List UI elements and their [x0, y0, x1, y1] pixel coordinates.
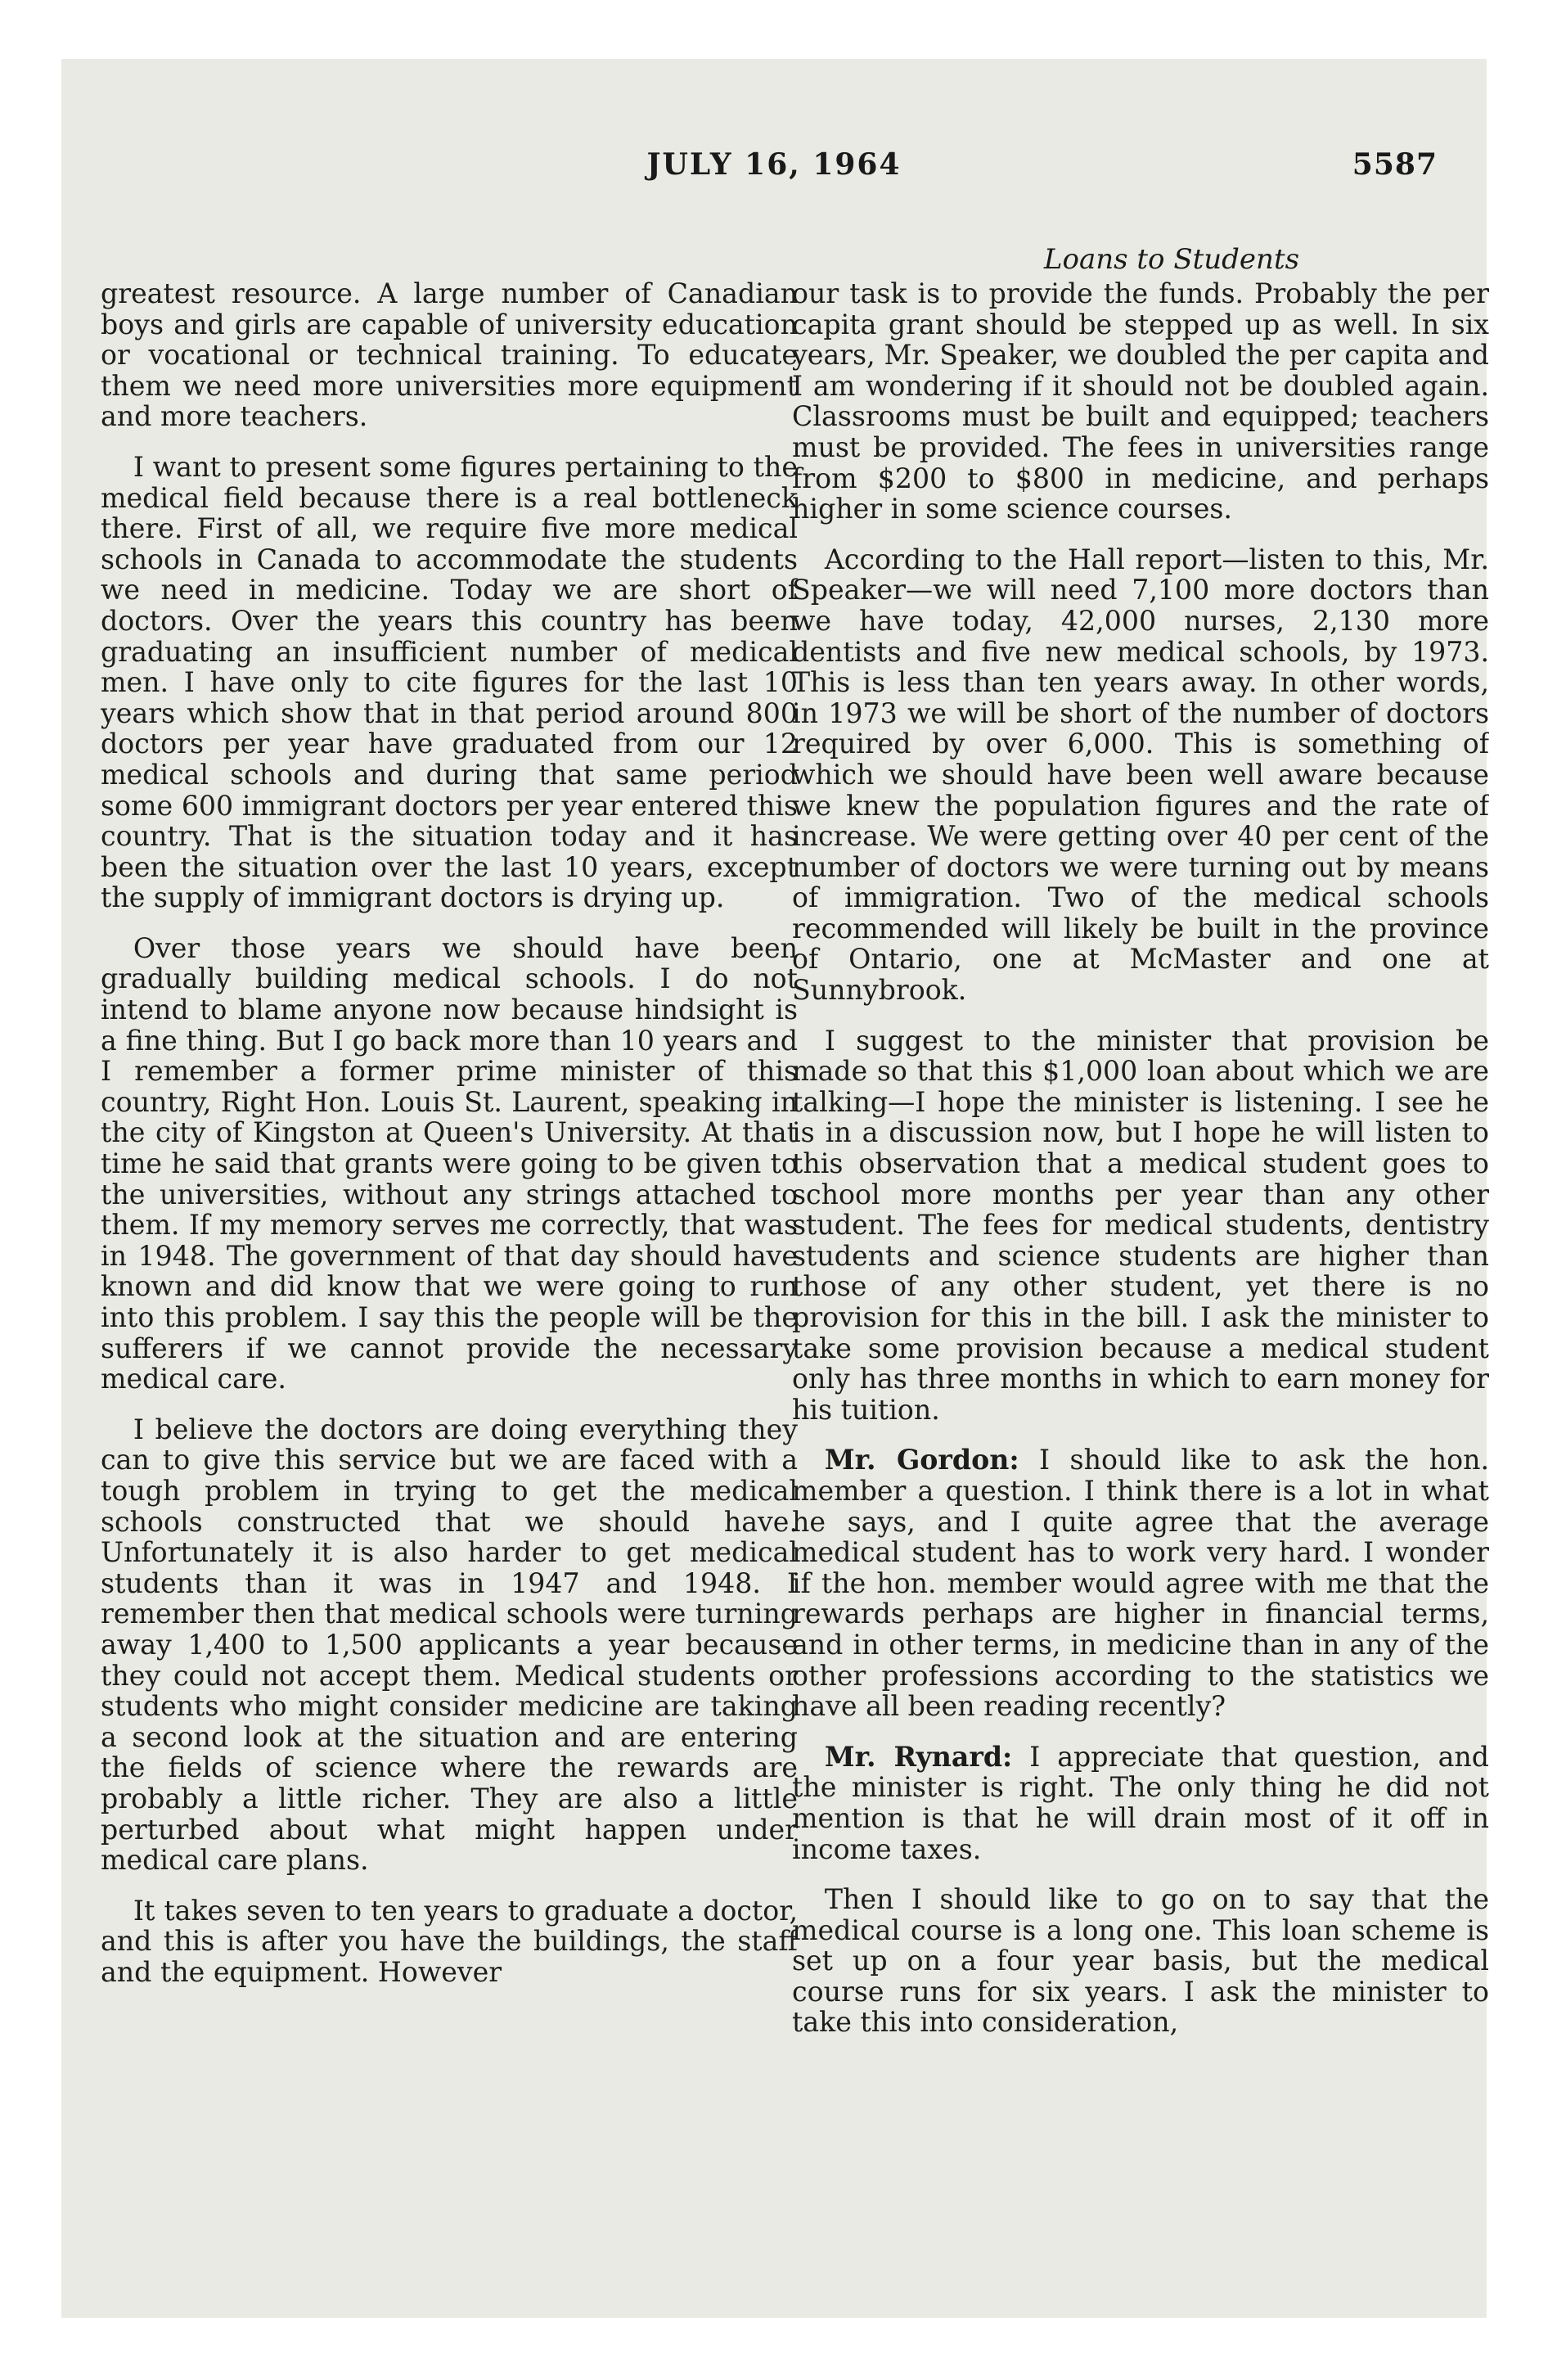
paragraph: greatest resource. A large number of Canadian boys and girls are capable of university education or vocational or technical training. To educate them we need more universities more equipment and more teachers. — [101, 278, 798, 433]
page-number: 5587 — [1352, 147, 1438, 182]
right-column — [792, 278, 1489, 2193]
paragraph: I suggest to the minister that provision be made so that this $1,000 loan about which we are talking—I hope the minister is listening. I see he is in a discussion now, but I hope he will listen to this observation that a medical student goes to school more months per year than any other student. The fees for medical students, dentistry students and science students are higher than those of any other student, yet there is no provision for this in the bill. I ask the minister to take some provision because a medical student only has three months in which to earn money for his tuition. — [792, 1024, 1489, 1426]
speech-paragraph — [792, 1742, 1489, 1864]
document-page — [61, 59, 1487, 2318]
speaker-name: Mr. Rynard: — [824, 1740, 1013, 1773]
page-header — [61, 147, 1487, 196]
speech-paragraph — [792, 1445, 1489, 1721]
speaker-name: Mr. Gordon: — [824, 1444, 1019, 1476]
paragraph: According to the Hall report—listen to this, Mr. Speaker—we will need 7,100 more doctors than we have today, 42,000 nurses, 2,130 more dentists and five new medical schools, by 1973. This is less than ten years away. In other words, in 1973 we will be short of the number of doctors required by over 6,000. This is something of which we should have been well aware because we knew the population figures and the rate of increase. We were getting over 40 per cent of the number of doctors we were turning out by means of immigration. Two of the medical schools recommended will likely be built in the province of Ontario, one at McMaster and one at Sunnybrook. — [792, 543, 1489, 1007]
paragraph: Over those years we should have been gradually building medical schools. I do not intend to blame anyone now because hindsight is a fine thing. But I go back more than 10 years and I remember a former prime minister of this country, Right Hon. Louis St. Laurent, speaking in the city of Kingston at Queen's University. At that time he said that grants were going to be given to the universities, without any strings attached to them. If my memory serves me correctly, that was in 1948. The government of that day should have known and did know that we were going to run into this problem. I say this the people will be the sufferers if we cannot provide the necessary medical care. — [101, 931, 798, 1395]
section-subtitle: Loans to Students — [1043, 243, 1300, 276]
paragraph: Then I should like to go on to say that the medical course is a long one. This loan scheme is set up on a four year basis, but the medical course runs for six years. I ask the minister to take this into consideration, — [792, 1883, 1489, 2039]
header-date: JULY 16, 1964 — [646, 147, 902, 182]
paragraph: our task is to provide the funds. Probably the per capita grant should be stepped up as well. In six years, Mr. Speaker, we doubled the per capita and I am wondering if it should not be doubled again. Classrooms must be built and equipped; teachers must be provided. The fees in universities range from $200 to $800 in medicine, and perhaps higher in some science courses. — [792, 278, 1489, 525]
left-column — [101, 278, 798, 2193]
paragraph: I want to present some figures pertaining to the medical field because there is a real bottleneck there. First of all, we require five more medical schools in Canada to accommodate the students we need in medicine. Today we are short of doctors. Over the years this country has been graduating an insufficient number of medical men. I have only to cite figures for the last 10 years which show that in that period around 800 doctors per year have graduated from our 12 medical schools and during that same period some 600 immigrant doctors per year entered this country. That is the situation today and it has been the situation over the last 10 years, except the supply of immigrant doctors is drying up. — [101, 450, 798, 914]
paragraph: It takes seven to ten years to graduate a doctor, and this is after you have the buildings, the staff and the equipment. However — [101, 1894, 798, 1988]
paragraph: I believe the doctors are doing everything they can to give this service but we are faced with a tough problem in trying to get the medical schools constructed that we should have. Unfortunately it is also harder to get medical students than it was in 1947 and 1948. I remember then that medical schools were turning away 1,400 to 1,500 applicants a year because they could not accept them. Medical students or students who might consider medicine are taking a second look at the situation and are entering the fields of science where the rewards are probably a little richer. They are also a little perturbed about what might happen under medical care plans. — [101, 1413, 798, 1877]
speech-text: I appreciate that question, and the minister is right. The only thing he did not mention is that he will drain most of it off in income taxes. — [792, 1740, 1489, 1865]
speech-text: I should like to ask the hon. member a question. I think there is a lot in what he says, and I quite agree that the average medical student has to work very hard. I wonder if the hon. member would agree with me that the rewards perhaps are higher in financial terms, and in other terms, in medicine than in any of the other professions according to the statistics we have all been reading recently? — [792, 1444, 1489, 1723]
